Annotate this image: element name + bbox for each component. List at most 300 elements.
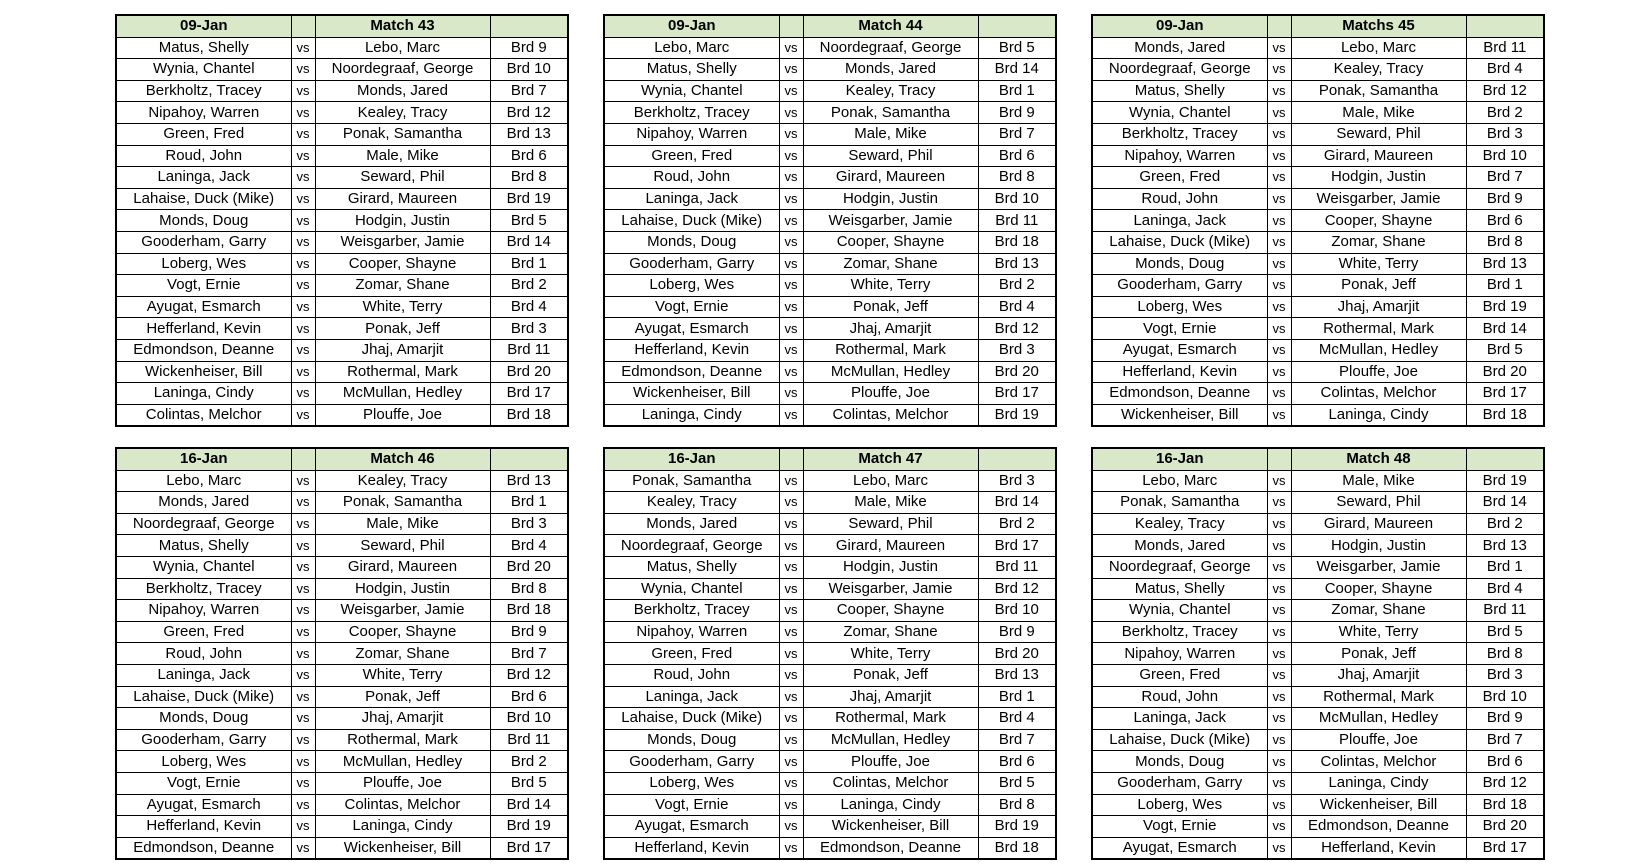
vs-cell: vs <box>291 102 315 124</box>
player-cell: Laninga, Cindy <box>116 383 291 405</box>
board-cell: Brd 19 <box>978 816 1056 838</box>
vs-cell: vs <box>291 361 315 383</box>
vs-cell: vs <box>291 492 315 514</box>
player-cell: Loberg, Wes <box>604 275 779 297</box>
board-cell: Brd 8 <box>978 167 1056 189</box>
table-row <box>116 556 568 578</box>
vs-cell: vs <box>1267 751 1291 773</box>
vs-cell: vs <box>779 404 803 426</box>
vs-cell: vs <box>291 556 315 578</box>
player-cell: Berkholtz, Tracey <box>116 80 291 102</box>
board-cell: Brd 2 <box>490 275 568 297</box>
board-cell: Brd 4 <box>490 535 568 557</box>
table-body <box>604 470 1056 859</box>
vs-cell: vs <box>291 210 315 232</box>
vs-cell: vs <box>291 578 315 600</box>
table-row <box>604 145 1056 167</box>
vs-cell: vs <box>291 470 315 492</box>
opponent-cell: Hodgin, Justin <box>1291 167 1466 189</box>
vs-cell: vs <box>291 621 315 643</box>
table-row <box>116 404 568 426</box>
board-cell: Brd 11 <box>490 339 568 361</box>
vs-cell: vs <box>1267 600 1291 622</box>
player-cell: Monds, Doug <box>604 729 779 751</box>
table-row <box>1092 772 1544 794</box>
player-cell: Gooderham, Garry <box>116 231 291 253</box>
board-cell: Brd 8 <box>1466 643 1544 665</box>
table-body <box>116 470 568 859</box>
table-row <box>604 816 1056 838</box>
date-header: 09-Jan <box>1092 15 1267 37</box>
vs-cell: vs <box>291 794 315 816</box>
player-cell: Laninga, Jack <box>116 664 291 686</box>
table-row <box>604 339 1056 361</box>
opponent-cell: Ponak, Jeff <box>803 664 978 686</box>
table-row <box>604 383 1056 405</box>
opponent-cell: McMullan, Hedley <box>803 361 978 383</box>
vs-cell: vs <box>291 231 315 253</box>
vs-cell: vs <box>779 513 803 535</box>
player-cell: Green, Fred <box>604 145 779 167</box>
table-row <box>116 729 568 751</box>
opponent-cell: Hodgin, Justin <box>803 188 978 210</box>
opponent-cell: Ponak, Samantha <box>1291 80 1466 102</box>
vs-cell: vs <box>1267 59 1291 81</box>
table-row <box>1092 729 1544 751</box>
player-cell: Nipahoy, Warren <box>604 621 779 643</box>
opponent-cell: Cooper, Shayne <box>803 600 978 622</box>
board-cell: Brd 10 <box>978 600 1056 622</box>
table-row <box>604 80 1056 102</box>
vs-cell: vs <box>1267 123 1291 145</box>
opponent-cell: Rothermal, Mark <box>315 729 490 751</box>
opponent-cell: Weisgarber, Jamie <box>803 210 978 232</box>
player-cell: Gooderham, Garry <box>604 751 779 773</box>
table-row <box>604 686 1056 708</box>
player-cell: Wynia, Chantel <box>116 59 291 81</box>
table-header-row <box>604 15 1056 37</box>
board-cell: Brd 12 <box>1466 80 1544 102</box>
vs-cell: vs <box>779 772 803 794</box>
board-cell: Brd 4 <box>1466 578 1544 600</box>
board-cell: Brd 10 <box>1466 686 1544 708</box>
board-cell: Brd 5 <box>978 772 1056 794</box>
vs-cell: vs <box>291 513 315 535</box>
board-cell: Brd 19 <box>490 188 568 210</box>
opponent-cell: Rothermal, Mark <box>803 339 978 361</box>
table-row <box>1092 751 1544 773</box>
board-cell: Brd 20 <box>490 361 568 383</box>
opponent-cell: Hodgin, Justin <box>803 556 978 578</box>
board-header-blank <box>978 448 1056 470</box>
board-cell: Brd 11 <box>490 729 568 751</box>
opponent-cell: White, Terry <box>803 275 978 297</box>
vs-cell: vs <box>1267 513 1291 535</box>
opponent-cell: Kealey, Tracy <box>803 80 978 102</box>
vs-cell: vs <box>1267 296 1291 318</box>
player-cell: Green, Fred <box>1092 167 1267 189</box>
board-cell: Brd 17 <box>978 383 1056 405</box>
board-cell: Brd 3 <box>1466 664 1544 686</box>
vs-cell: vs <box>291 772 315 794</box>
table-row <box>116 145 568 167</box>
player-cell: Gooderham, Garry <box>1092 275 1267 297</box>
opponent-cell: Ponak, Jeff <box>315 686 490 708</box>
player-cell: Loberg, Wes <box>1092 794 1267 816</box>
board-cell: Brd 7 <box>1466 167 1544 189</box>
vs-cell: vs <box>1267 578 1291 600</box>
player-cell: Ayugat, Esmarch <box>604 816 779 838</box>
board-cell: Brd 20 <box>490 556 568 578</box>
vs-cell: vs <box>779 167 803 189</box>
table-row <box>604 231 1056 253</box>
vs-cell: vs <box>779 231 803 253</box>
table-header-row <box>604 448 1056 470</box>
vs-cell: vs <box>291 664 315 686</box>
table-row <box>116 231 568 253</box>
player-cell: Gooderham, Garry <box>116 729 291 751</box>
table-row <box>1092 794 1544 816</box>
player-cell: Lebo, Marc <box>116 470 291 492</box>
schedule-table-2 <box>603 14 1057 427</box>
player-cell: Nipahoy, Warren <box>1092 643 1267 665</box>
opponent-cell: Colintas, Melchor <box>803 772 978 794</box>
table-row <box>1092 145 1544 167</box>
vs-cell: vs <box>1267 318 1291 340</box>
table-row <box>116 794 568 816</box>
match-header: Match 46 <box>315 448 490 470</box>
player-cell: Hefferland, Kevin <box>116 318 291 340</box>
table-row <box>1092 643 1544 665</box>
player-cell: Ponak, Samantha <box>1092 492 1267 514</box>
board-cell: Brd 10 <box>978 188 1056 210</box>
vs-cell: vs <box>779 708 803 730</box>
vs-cell: vs <box>779 123 803 145</box>
board-cell: Brd 2 <box>978 513 1056 535</box>
player-cell: Noordegraaf, George <box>116 513 291 535</box>
opponent-cell: Wickenheiser, Bill <box>1291 794 1466 816</box>
table-row <box>1092 816 1544 838</box>
player-cell: Edmondson, Deanne <box>116 339 291 361</box>
table-row <box>1092 102 1544 124</box>
player-cell: Hefferland, Kevin <box>1092 361 1267 383</box>
player-cell: Nipahoy, Warren <box>116 600 291 622</box>
date-header: 16-Jan <box>116 448 291 470</box>
table-row <box>116 643 568 665</box>
player-cell: Lahaise, Duck (Mike) <box>1092 729 1267 751</box>
player-cell: Monds, Doug <box>1092 751 1267 773</box>
opponent-cell: Cooper, Shayne <box>803 231 978 253</box>
table-row <box>1092 535 1544 557</box>
table-row <box>116 210 568 232</box>
opponent-cell: Seward, Phil <box>803 513 978 535</box>
vs-cell: vs <box>779 188 803 210</box>
opponent-cell: Hodgin, Justin <box>315 578 490 600</box>
vs-cell: vs <box>1267 729 1291 751</box>
board-cell: Brd 3 <box>978 470 1056 492</box>
vs-cell: vs <box>291 145 315 167</box>
opponent-cell: Noordegraaf, George <box>315 59 490 81</box>
board-cell: Brd 9 <box>1466 708 1544 730</box>
opponent-cell: Cooper, Shayne <box>315 253 490 275</box>
opponent-cell: Girard, Maureen <box>803 167 978 189</box>
match-header: Match 44 <box>803 15 978 37</box>
table-row <box>604 535 1056 557</box>
player-cell: Gooderham, Garry <box>1092 772 1267 794</box>
board-cell: Brd 13 <box>490 123 568 145</box>
player-cell: Roud, John <box>116 643 291 665</box>
vs-cell: vs <box>291 816 315 838</box>
opponent-cell: White, Terry <box>1291 621 1466 643</box>
board-cell: Brd 1 <box>1466 556 1544 578</box>
player-cell: Laninga, Jack <box>1092 210 1267 232</box>
opponent-cell: Jhaj, Amarjit <box>315 708 490 730</box>
opponent-cell: Jhaj, Amarjit <box>1291 296 1466 318</box>
board-cell: Brd 8 <box>978 794 1056 816</box>
player-cell: Nipahoy, Warren <box>604 123 779 145</box>
opponent-cell: Male, Mike <box>803 123 978 145</box>
vs-cell: vs <box>1267 80 1291 102</box>
opponent-cell: Rothermal, Mark <box>803 708 978 730</box>
vs-cell: vs <box>1267 816 1291 838</box>
board-cell: Brd 5 <box>978 37 1056 59</box>
player-cell: Wynia, Chantel <box>604 80 779 102</box>
opponent-cell: Girard, Maureen <box>315 556 490 578</box>
board-cell: Brd 2 <box>978 275 1056 297</box>
table-row <box>1092 708 1544 730</box>
opponent-cell: Girard, Maureen <box>803 535 978 557</box>
vs-header-blank <box>291 15 315 37</box>
table-row <box>116 188 568 210</box>
board-cell: Brd 20 <box>978 643 1056 665</box>
table-row <box>1092 578 1544 600</box>
vs-cell: vs <box>291 296 315 318</box>
board-cell: Brd 9 <box>490 37 568 59</box>
board-cell: Brd 1 <box>978 686 1056 708</box>
table-row <box>116 361 568 383</box>
player-cell: Hefferland, Kevin <box>116 816 291 838</box>
vs-cell: vs <box>779 837 803 859</box>
board-cell: Brd 13 <box>978 253 1056 275</box>
vs-cell: vs <box>1267 535 1291 557</box>
vs-cell: vs <box>779 492 803 514</box>
player-cell: Lahaise, Duck (Mike) <box>604 708 779 730</box>
table-row <box>116 275 568 297</box>
player-cell: Roud, John <box>604 664 779 686</box>
table-row <box>604 708 1056 730</box>
player-cell: Vogt, Ernie <box>1092 318 1267 340</box>
opponent-cell: Jhaj, Amarjit <box>803 686 978 708</box>
player-cell: Wickenheiser, Bill <box>116 361 291 383</box>
board-cell: Brd 19 <box>1466 296 1544 318</box>
board-cell: Brd 10 <box>1466 145 1544 167</box>
vs-cell: vs <box>291 275 315 297</box>
table-row <box>1092 37 1544 59</box>
player-cell: Noordegraaf, George <box>1092 59 1267 81</box>
table-row <box>116 80 568 102</box>
opponent-cell: Ponak, Samantha <box>315 123 490 145</box>
player-cell: Roud, John <box>604 167 779 189</box>
board-cell: Brd 8 <box>490 578 568 600</box>
player-cell: Ayugat, Esmarch <box>1092 837 1267 859</box>
board-cell: Brd 11 <box>1466 600 1544 622</box>
table-row <box>116 600 568 622</box>
vs-cell: vs <box>779 470 803 492</box>
table-row <box>1092 123 1544 145</box>
opponent-cell: Noordegraaf, George <box>803 37 978 59</box>
player-cell: Matus, Shelly <box>1092 80 1267 102</box>
board-cell: Brd 3 <box>978 339 1056 361</box>
vs-cell: vs <box>1267 556 1291 578</box>
opponent-cell: Plouffe, Joe <box>1291 729 1466 751</box>
vs-cell: vs <box>1267 339 1291 361</box>
vs-cell: vs <box>291 535 315 557</box>
opponent-cell: Monds, Jared <box>803 59 978 81</box>
vs-cell: vs <box>779 556 803 578</box>
board-cell: Brd 1 <box>490 253 568 275</box>
vs-cell: vs <box>779 210 803 232</box>
opponent-cell: McMullan, Hedley <box>315 751 490 773</box>
vs-cell: vs <box>1267 772 1291 794</box>
board-cell: Brd 14 <box>1466 492 1544 514</box>
table-row <box>604 470 1056 492</box>
table-row <box>604 167 1056 189</box>
player-cell: Vogt, Ernie <box>604 296 779 318</box>
vs-cell: vs <box>779 578 803 600</box>
board-cell: Brd 17 <box>1466 837 1544 859</box>
vs-cell: vs <box>1267 492 1291 514</box>
player-cell: Noordegraaf, George <box>604 535 779 557</box>
opponent-cell: Kealey, Tracy <box>315 470 490 492</box>
table-body <box>604 37 1056 426</box>
board-header-blank <box>978 15 1056 37</box>
table-row <box>604 188 1056 210</box>
board-cell: Brd 5 <box>490 210 568 232</box>
table-row <box>116 535 568 557</box>
opponent-cell: Ponak, Jeff <box>315 318 490 340</box>
table-row <box>1092 513 1544 535</box>
vs-cell: vs <box>291 686 315 708</box>
opponent-cell: McMullan, Hedley <box>315 383 490 405</box>
player-cell: Loberg, Wes <box>1092 296 1267 318</box>
table-row <box>116 513 568 535</box>
opponent-cell: Jhaj, Amarjit <box>1291 664 1466 686</box>
player-cell: Wynia, Chantel <box>1092 600 1267 622</box>
player-cell: Laninga, Jack <box>1092 708 1267 730</box>
opponent-cell: Weisgarber, Jamie <box>1291 556 1466 578</box>
board-cell: Brd 2 <box>1466 102 1544 124</box>
board-cell: Brd 2 <box>1466 513 1544 535</box>
table-row <box>604 123 1056 145</box>
table-row <box>116 578 568 600</box>
table-row <box>604 37 1056 59</box>
board-cell: Brd 14 <box>490 231 568 253</box>
player-cell: Berkholtz, Tracey <box>604 600 779 622</box>
board-cell: Brd 11 <box>978 556 1056 578</box>
table-row <box>604 664 1056 686</box>
vs-cell: vs <box>1267 664 1291 686</box>
opponent-cell: Girard, Maureen <box>315 188 490 210</box>
opponent-cell: Seward, Phil <box>315 167 490 189</box>
vs-cell: vs <box>779 253 803 275</box>
player-cell: Lahaise, Duck (Mike) <box>116 686 291 708</box>
table-row <box>1092 231 1544 253</box>
table-row <box>604 210 1056 232</box>
table-row <box>1092 188 1544 210</box>
table-row <box>1092 383 1544 405</box>
vs-cell: vs <box>779 339 803 361</box>
vs-cell: vs <box>779 600 803 622</box>
board-cell: Brd 6 <box>978 145 1056 167</box>
board-cell: Brd 20 <box>1466 361 1544 383</box>
board-cell: Brd 7 <box>1466 729 1544 751</box>
board-cell: Brd 7 <box>978 729 1056 751</box>
table-row <box>604 296 1056 318</box>
table-row <box>604 578 1056 600</box>
opponent-cell: Wickenheiser, Bill <box>803 816 978 838</box>
board-cell: Brd 8 <box>490 167 568 189</box>
opponent-cell: Zomar, Shane <box>315 643 490 665</box>
player-cell: Laninga, Jack <box>604 188 779 210</box>
table-row <box>604 729 1056 751</box>
opponent-cell: Lebo, Marc <box>1291 37 1466 59</box>
board-cell: Brd 4 <box>1466 59 1544 81</box>
table-row <box>116 59 568 81</box>
opponent-cell: Plouffe, Joe <box>803 751 978 773</box>
board-cell: Brd 6 <box>490 686 568 708</box>
vs-cell: vs <box>291 59 315 81</box>
vs-cell: vs <box>1267 275 1291 297</box>
opponent-cell: Zomar, Shane <box>1291 231 1466 253</box>
player-cell: Lahaise, Duck (Mike) <box>604 210 779 232</box>
date-header: 09-Jan <box>604 15 779 37</box>
board-cell: Brd 7 <box>978 123 1056 145</box>
player-cell: Green, Fred <box>604 643 779 665</box>
opponent-cell: Male, Mike <box>803 492 978 514</box>
board-cell: Brd 10 <box>490 708 568 730</box>
opponent-cell: Colintas, Melchor <box>1291 383 1466 405</box>
table-row <box>1092 404 1544 426</box>
player-cell: Wynia, Chantel <box>604 578 779 600</box>
player-cell: Edmondson, Deanne <box>1092 383 1267 405</box>
board-cell: Brd 17 <box>490 383 568 405</box>
table-row <box>604 600 1056 622</box>
opponent-cell: Seward, Phil <box>803 145 978 167</box>
player-cell: Edmondson, Deanne <box>116 837 291 859</box>
player-cell: Vogt, Ernie <box>1092 816 1267 838</box>
board-cell: Brd 6 <box>1466 751 1544 773</box>
player-cell: Green, Fred <box>1092 664 1267 686</box>
vs-cell: vs <box>779 361 803 383</box>
opponent-cell: Girard, Maureen <box>1291 513 1466 535</box>
board-cell: Brd 8 <box>1466 231 1544 253</box>
date-header: 16-Jan <box>1092 448 1267 470</box>
vs-cell: vs <box>291 708 315 730</box>
vs-cell: vs <box>1267 470 1291 492</box>
table-row <box>116 123 568 145</box>
table-header-row <box>116 448 568 470</box>
vs-cell: vs <box>1267 643 1291 665</box>
table-row <box>1092 210 1544 232</box>
player-cell: Matus, Shelly <box>1092 578 1267 600</box>
player-cell: Matus, Shelly <box>116 37 291 59</box>
board-cell: Brd 18 <box>1466 794 1544 816</box>
vs-cell: vs <box>1267 383 1291 405</box>
table-row <box>1092 621 1544 643</box>
table-row <box>604 794 1056 816</box>
player-cell: Laninga, Jack <box>604 686 779 708</box>
opponent-cell: Cooper, Shayne <box>1291 578 1466 600</box>
